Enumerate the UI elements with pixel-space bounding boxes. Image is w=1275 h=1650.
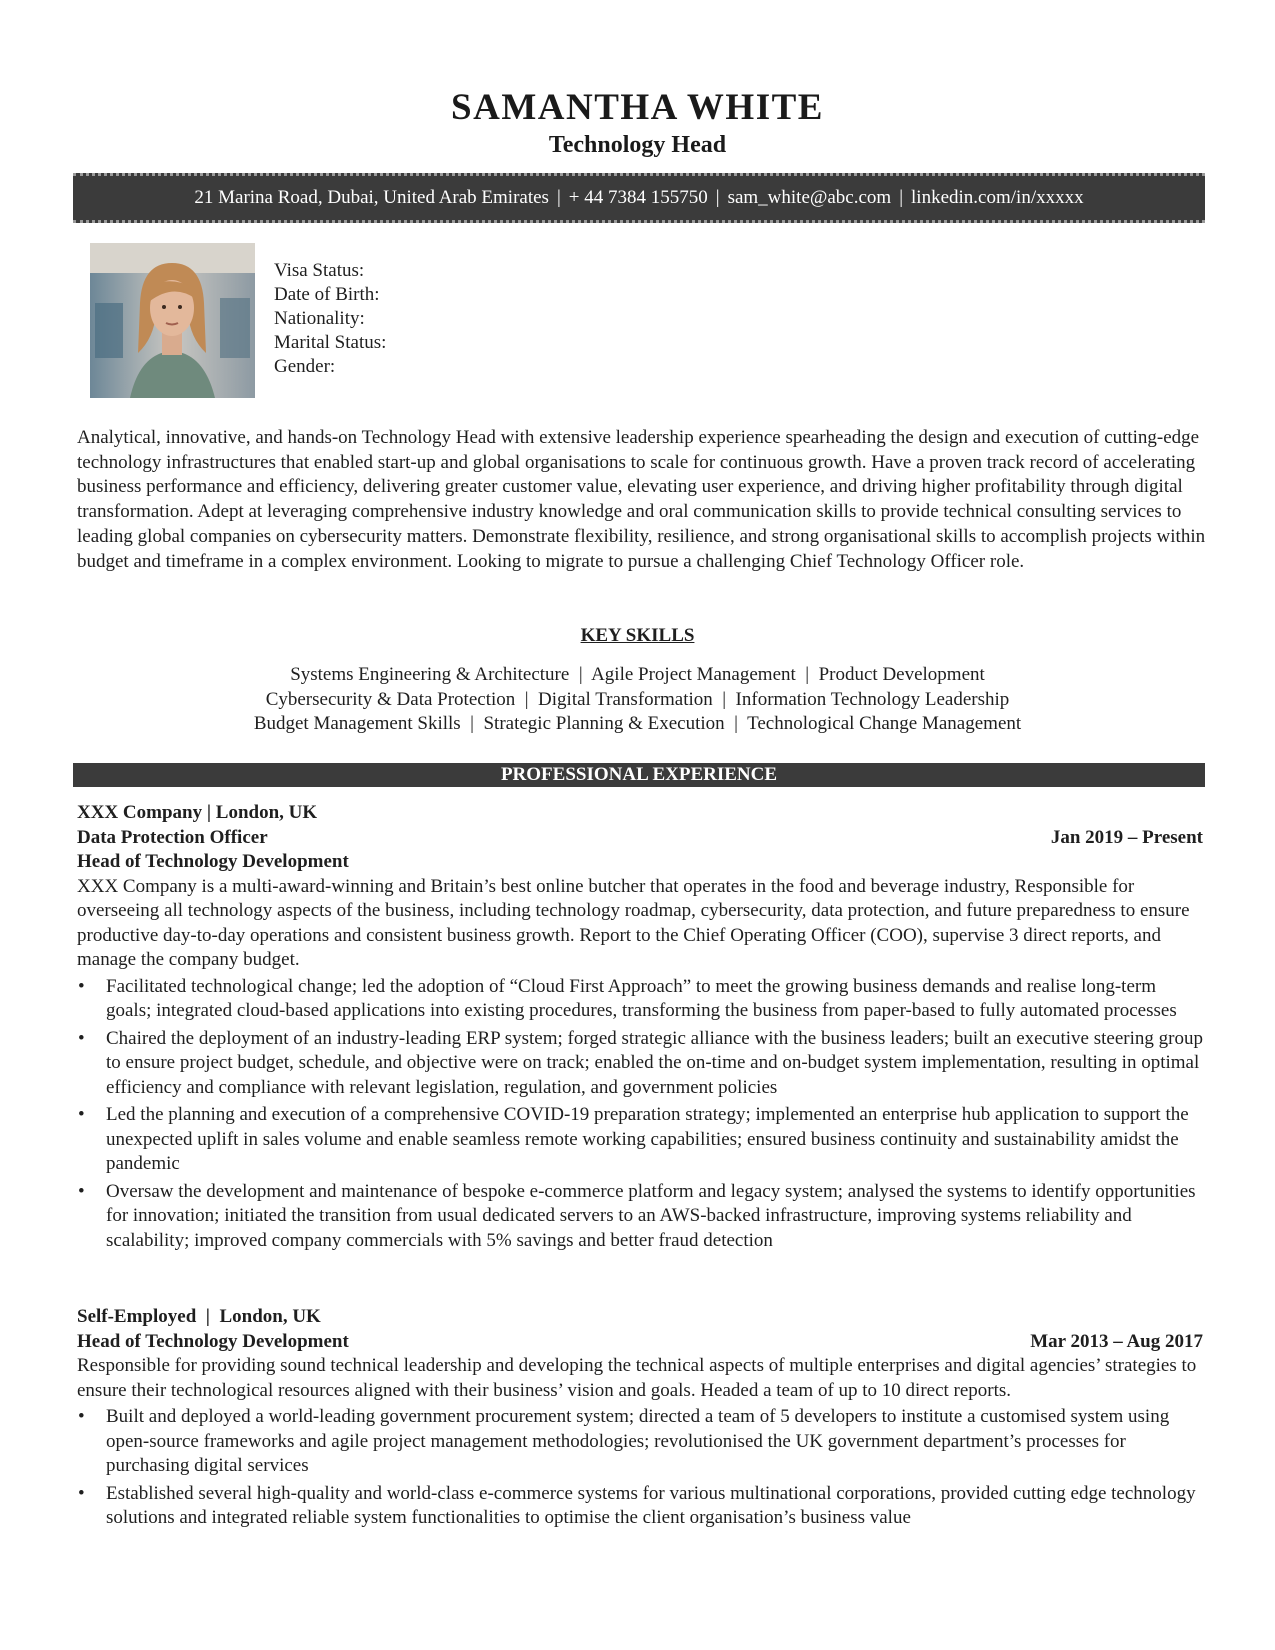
professional-summary: Analytical, innovative, and hands-on Technology Head with extensive leadership experience spearheading the design and execution of cutting-edge technology infrastructures that enabled start-up and global organisations to scale for continuous growth. Have a proven track record of accelerating business performance and efficiency, delivering greater customer value, elevating user experience, and driving higher profitability through digital transformation. Adept at leveraging comprehensive industry knowledge and oral communication skills to provide technical consulting services to leading global companies on cybersecurity matters. Demonstrate flexibility, resilience, and strong organisational skills to accomplish projects within budget and timeframe in a complex environment. Looking to migrate to pursue a challenging Chief Technology Officer role. — [77, 427, 1206, 572]
contact-separator: | — [715, 187, 720, 208]
job-dates: Jan 2019 – Present — [1050, 826, 1203, 848]
contact-bar — [73, 173, 1205, 223]
skills-line: Systems Engineering & Architecture | Agile Project Management | Product Development — [290, 664, 985, 685]
job-role: Data Protection Officer — [77, 826, 268, 848]
list-item: • Chaired the deployment of an industry-leading ERP system; forged strategic alliance with the business leaders; built an executive steering group to ensure project budget, schedule, and objective were on track; enabled the on-time and on-budget system implementation, resulting in optimal efficiency and compliance with relevant legislation, regulation, and government policies — [77, 1027, 1203, 1101]
contact-separator: | — [899, 187, 904, 208]
visa-status-label: Visa Status: — [274, 260, 365, 281]
list-item: • Oversaw the development and maintenance of bespoke e-commerce platform and legacy system; analysed the systems to identify opportunities for innovation; initiated the transition from usual dedicated servers to an AWS-backed infrastructure, improving systems reliability and scalability; improved company commercials with 5% savings and better fraud detection — [77, 1180, 1203, 1254]
job-entry — [77, 801, 1203, 1256]
skills-line: Budget Management Skills | Strategic Planning & Execution | Technological Change Management — [253, 713, 1022, 734]
job-achievements — [77, 1405, 1203, 1531]
job-role-secondary: Head of Technology Development — [77, 851, 349, 872]
candidate-name: SAMANTHA WHITE — [451, 87, 824, 128]
key-skills-heading: KEY SKILLS — [580, 625, 695, 646]
job-role-row — [77, 826, 1203, 851]
key-skills-list — [0, 663, 1275, 737]
nationality-label: Nationality: — [274, 308, 365, 329]
list-item: • Established several high-quality and world-class e-commerce systems for various multinational corporations, provided cutting edge technology solutions and integrated reliable system functionalities to optimise the client organisation’s business value — [77, 1482, 1203, 1531]
gender-label: Gender: — [274, 356, 336, 377]
job-role: Head of Technology Development — [77, 1330, 349, 1352]
contact-separator: | — [556, 187, 561, 208]
contact-phone: + 44 7384 155750 — [568, 187, 708, 208]
job-description: XXX Company is a multi-award-winning and Britain’s best online butcher that operates in the food and beverage industry, Responsible for overseeing all technology aspects of the business, including technology roadmap, cybersecurity, data protection, and future preparedness to ensure productive day-to-day operations and consistent business growth. Report to the Chief Operating Officer (COO), supervise 3 direct reports, and manage the company budget. — [77, 875, 1190, 970]
job-company: XXX Company | London, UK — [77, 802, 318, 823]
job-company: Self-Employed | London, UK — [77, 1306, 321, 1327]
marital-status-label: Marital Status: — [274, 332, 387, 353]
list-item: • Led the planning and execution of a comprehensive COVID-19 preparation strategy; implemented an enterprise hub application to support the unexpected uplift in sales volume and enable seamless remote working capabilities; ensured business continuity and sustainability amidst the pandemic — [77, 1103, 1203, 1177]
contact-linkedin: linkedin.com/in/xxxxx — [911, 187, 1084, 208]
list-item: • Facilitated technological change; led the adoption of “Cloud First Approach” to meet the growing business demands and realise long-term goals; integrated cloud-based applications into existing procedures, transforming the business from paper-based to fully automated processes — [77, 975, 1203, 1024]
job-achievements — [77, 975, 1203, 1254]
job-title: Technology Head — [548, 132, 727, 158]
profile-photo-illustration — [90, 243, 255, 398]
job-entry — [77, 1305, 1203, 1534]
contact-address: 21 Marina Road, Dubai, United Arab Emirates — [194, 187, 549, 208]
profile-photo — [90, 243, 255, 398]
skills-line: Cybersecurity & Data Protection | Digital Transformation | Information Technology Leadership — [265, 688, 1010, 710]
personal-details — [274, 259, 386, 379]
job-description: Responsible for providing sound technical leadership and developing the technical aspects of multiple enterprises and digital agencies’ strategies to ensure their technological resources aligned with their business’ vision and goals. Headed a team of up to 10 direct reports. — [77, 1355, 1197, 1401]
job-dates: Mar 2013 – Aug 2017 — [1030, 1330, 1203, 1352]
contact-email: sam_white@abc.com — [727, 187, 892, 208]
date-of-birth-label: Date of Birth: — [274, 284, 380, 305]
list-item: • Built and deployed a world-leading government procurement system; directed a team of 5 developers to institute a customised system using open-source frameworks and agile project management methodologies; revolutionised the UK government department’s processes for purchasing digital services — [77, 1405, 1203, 1479]
job-role-row — [77, 1330, 1203, 1355]
experience-heading: PROFESSIONAL EXPERIENCE — [73, 763, 1205, 787]
